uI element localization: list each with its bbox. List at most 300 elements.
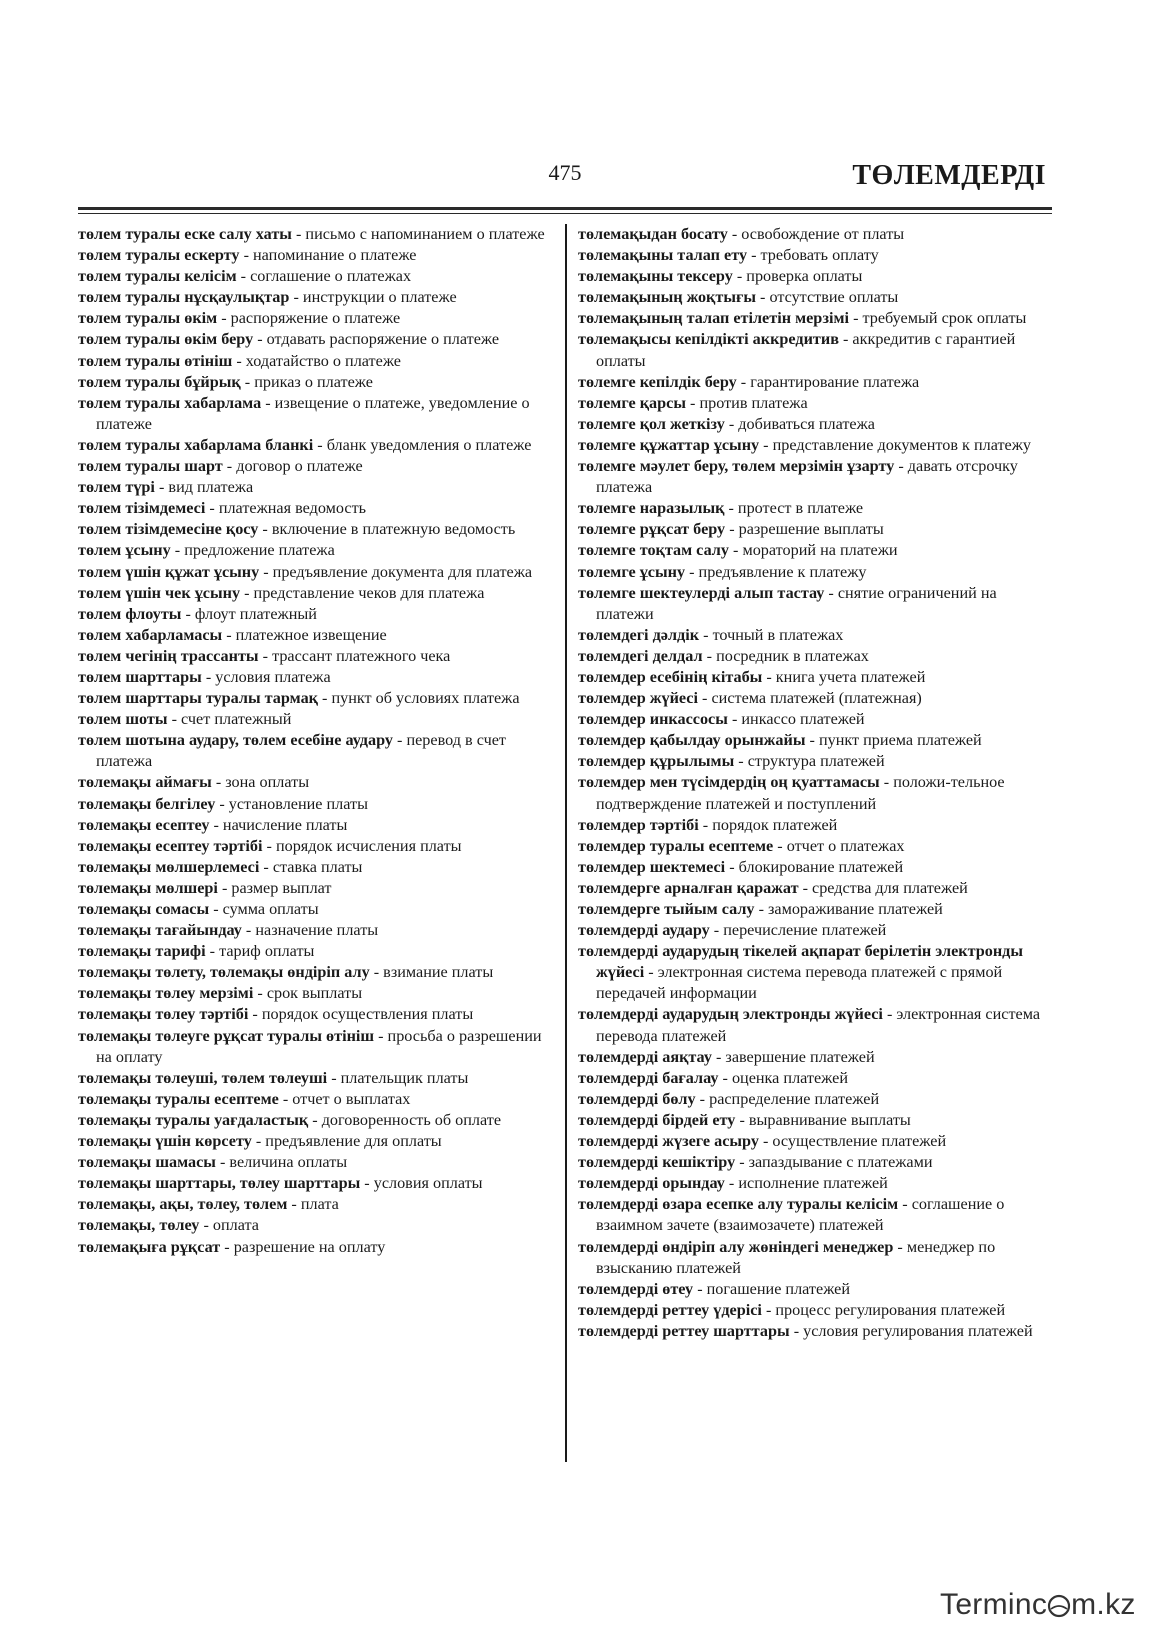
entry-separator: -: [289, 288, 303, 307]
entry-separator: -: [699, 625, 713, 644]
entry-term: төлемдер туралы есептеме: [578, 836, 774, 855]
entry-separator: -: [369, 963, 384, 982]
entry-term: төлем шотына аудару, төлем есебіне аудару: [78, 731, 393, 750]
entry-separator: -: [798, 878, 813, 897]
column-divider: [565, 224, 567, 1462]
dictionary-entry: [578, 498, 1052, 519]
entry-term: төлемдерді жүзеге асыру: [578, 1132, 759, 1151]
entry-translation: начисление платы: [222, 815, 348, 834]
dictionary-entry: [78, 351, 548, 372]
entry-translation: предъявление документа для платежа: [272, 562, 533, 581]
dictionary-entry: [78, 540, 548, 561]
right-column: [578, 224, 1052, 1342]
entry-translation: погашение платежей: [706, 1279, 851, 1298]
entry-term: төлемақы есептеу: [78, 815, 210, 834]
entry-translation: приказ о платеже: [254, 372, 373, 391]
entry-translation: перечисление платежей: [723, 921, 887, 940]
entry-translation: отдавать распоряжение о платеже: [266, 330, 500, 349]
dictionary-entry: [78, 1026, 548, 1068]
entry-term: төлемдер тәртібі: [578, 815, 699, 834]
entry-translation: плата: [300, 1195, 339, 1214]
dictionary-entry: [78, 1237, 548, 1258]
entry-term: төлем туралы келісім: [78, 267, 237, 286]
entry-term: төлемге қарсы: [578, 393, 686, 412]
entry-translation: инкассо платежей: [741, 710, 865, 729]
dictionary-entry: [578, 456, 1052, 498]
entry-separator: -: [879, 773, 894, 792]
entry-term: төлемақы белгілеу: [78, 794, 216, 813]
dictionary-entry: [78, 583, 548, 604]
entry-translation: взимание платы: [383, 963, 494, 982]
entry-separator: -: [735, 1153, 749, 1172]
entry-term: төлемақы сомасы: [78, 900, 210, 918]
entry-translation: отчет о выплатах: [292, 1089, 411, 1108]
dictionary-entry: [578, 857, 1052, 878]
dictionary-entry: [78, 308, 548, 329]
entry-separator: -: [217, 878, 232, 897]
entry-translation: извещение о платеже, уведомление о платеже: [96, 393, 530, 433]
dictionary-entry: [78, 899, 548, 920]
dictionary-entry: [78, 519, 548, 540]
entry-translation: требуемый срок оплаты: [862, 309, 1027, 328]
entry-separator: -: [222, 625, 236, 644]
entry-term: төлемақы туралы есептеме: [78, 1089, 279, 1108]
entry-term: төлемақыны талап ету: [578, 246, 748, 265]
dictionary-entry: [578, 562, 1052, 583]
entry-separator: -: [239, 246, 254, 265]
dictionary-entry: [78, 435, 548, 456]
entry-translation: установление платы: [228, 794, 368, 813]
entry-separator: -: [894, 457, 908, 476]
entry-translation: представление документов к платежу: [772, 435, 1031, 454]
entry-translation: напоминание о платеже: [253, 246, 417, 265]
dictionary-entry: [78, 709, 548, 730]
entry-term: төлем чегінің трассанты: [78, 646, 259, 665]
entry-term: төлем флоуты: [78, 604, 182, 623]
entry-term: төлемақы төлеуге рұқсат туралы өтініш: [78, 1026, 375, 1045]
entry-separator: -: [727, 710, 742, 729]
entry-translation: порядок исчисления платы: [275, 836, 462, 855]
entry-separator: -: [327, 1068, 341, 1087]
entry-term: төлемдерді өндіріп алу жөніндегі менеджер: [578, 1237, 894, 1256]
entry-translation: средства для платежей: [812, 878, 968, 897]
entry-translation: просьба о разрешении на оплату: [96, 1026, 542, 1066]
entry-separator: -: [711, 1047, 726, 1066]
entry-separator: -: [258, 520, 272, 539]
entry-separator: -: [736, 372, 751, 391]
entry-term: төлемақы, ақы, төлеу, төлем: [78, 1195, 288, 1214]
entry-separator: -: [232, 351, 246, 370]
entry-translation: флоут платежный: [194, 604, 317, 623]
dictionary-entry: [78, 1173, 548, 1194]
entry-translation: бланк уведомления о платеже: [326, 435, 532, 454]
dictionary-entry: [578, 245, 1052, 266]
entry-translation: трассант платежного чека: [272, 646, 451, 665]
dictionary-entry: [78, 1089, 548, 1110]
entry-term: төлемдерді орындау: [578, 1174, 725, 1193]
entry-translation: процесс регулирования платежей: [775, 1300, 1006, 1319]
entry-term: төлем туралы хабарлама бланкі: [78, 435, 314, 454]
entry-term: төлемдерді аудару: [578, 921, 710, 940]
entry-term: төлем шарттары туралы тармақ: [78, 689, 318, 708]
entry-translation: условия оплаты: [373, 1174, 483, 1193]
entry-translation: книга учета платежей: [775, 667, 926, 686]
entry-translation: электронная система перевода платежей: [596, 1005, 1041, 1045]
entry-term: төлем туралы нұсқаулықтар: [78, 288, 290, 307]
entry-separator: -: [248, 1005, 262, 1024]
entry-separator: -: [747, 246, 761, 265]
entry-term: төлем туралы еске салу хаты: [78, 225, 292, 243]
dictionary-entry: [578, 878, 1052, 899]
dictionary-entry: [78, 1194, 548, 1215]
entry-translation: величина оплаты: [229, 1153, 348, 1172]
entry-term: төлемдер қабылдау орынжайы: [578, 731, 806, 750]
dictionary-entry: [78, 287, 548, 308]
dictionary-entry: [578, 1047, 1052, 1068]
entry-translation: завершение платежей: [725, 1047, 875, 1066]
dictionary-entry: [578, 287, 1052, 308]
entry-term: төлемге тоқтам салу: [578, 541, 729, 560]
entry-translation: оценка платежей: [731, 1068, 848, 1087]
entry-term: төлемақы аймағы: [78, 773, 212, 792]
entry-term: төлемдер инкассосы: [578, 710, 728, 729]
dictionary-entry: [578, 709, 1052, 730]
entry-separator: -: [838, 330, 853, 349]
dictionary-entry: [78, 857, 548, 878]
dictionary-entry: [78, 562, 548, 583]
entry-term: төлем туралы шарт: [78, 457, 223, 476]
watermark-logo: [940, 1588, 1136, 1628]
entry-translation: зона оплаты: [225, 773, 310, 792]
entry-separator: -: [882, 1005, 897, 1024]
entry-separator: -: [222, 457, 237, 476]
entry-separator: -: [259, 857, 273, 876]
entry-term: төлемдерге тыйым салу: [578, 900, 755, 918]
entry-separator: -: [735, 1110, 749, 1129]
entry-separator: -: [702, 646, 717, 665]
dictionary-entry: [578, 1321, 1052, 1342]
dictionary-entry: [78, 266, 548, 287]
dictionary-entry: [578, 646, 1052, 667]
entry-term: төлем тізімдемесіне қосу: [78, 520, 259, 539]
entry-term: төлемақы, төлеу: [78, 1216, 200, 1235]
entry-translation: блокирование платежей: [738, 857, 904, 876]
entry-translation: счет платежный: [181, 710, 292, 729]
entry-translation: разрешение выплаты: [738, 520, 884, 539]
entry-translation: осуществление платежей: [772, 1132, 947, 1151]
entry-translation: отчет о платежах: [786, 836, 905, 855]
entry-separator: -: [773, 836, 787, 855]
entry-separator: -: [253, 984, 267, 1003]
entry-separator: -: [725, 520, 739, 539]
dictionary-entry: [78, 498, 548, 519]
entry-term: төлемдерді реттеу үдерісі: [578, 1300, 762, 1319]
entry-term: төлемдерді аяқтау: [578, 1047, 712, 1066]
entry-translation: распоряжение о платеже: [230, 309, 401, 328]
entry-separator: -: [291, 225, 306, 243]
entry-separator: -: [727, 225, 742, 243]
entry-separator: -: [258, 646, 273, 665]
entry-translation: платежная ведомость: [218, 499, 367, 518]
dictionary-entry: [78, 878, 548, 899]
entry-separator: -: [253, 330, 267, 349]
dictionary-entry: [578, 899, 1052, 920]
dictionary-entry: [578, 772, 1052, 814]
entry-term: төлем үшін чек ұсыну: [78, 583, 241, 602]
entry-separator: -: [849, 309, 863, 328]
dictionary-entry: [578, 1152, 1052, 1173]
entry-term: төлем туралы бұйрық: [78, 372, 241, 391]
dictionary-entry: [78, 1152, 548, 1173]
entry-term: төлемдегі делдал: [578, 646, 703, 665]
entry-term: төлемдерді кешіктіру: [578, 1153, 736, 1172]
entry-term: төлемақы төлеу тәртібі: [78, 1005, 249, 1024]
entry-term: төлемдер шектемесі: [578, 857, 726, 876]
dictionary-entry: [578, 625, 1052, 646]
entry-translation: условия платежа: [215, 667, 331, 686]
entry-separator: -: [209, 815, 223, 834]
entry-term: төлем тізімдемесі: [78, 499, 206, 518]
entry-separator: -: [217, 309, 231, 328]
entry-term: төлем туралы өкім беру: [78, 330, 254, 349]
entry-term: төлемдерді бөлу: [578, 1089, 696, 1108]
entry-term: төлемақы үшін көрсету: [78, 1132, 252, 1151]
entry-term: төлемақы төлеу мерзімі: [78, 984, 254, 1003]
entry-translation: назначение платы: [255, 921, 379, 940]
entry-term: төлем ұсыну: [78, 541, 171, 560]
entry-separator: -: [278, 1089, 293, 1108]
entry-translation: замораживание платежей: [768, 900, 943, 918]
entry-term: төлемге шектеулерді алып тастау: [578, 583, 825, 602]
entry-term: төлемақысы кепілдікті аккредитив: [578, 330, 839, 349]
entry-term: төлемге мәулет беру, төлем мерзімін ұзарту: [578, 457, 895, 476]
dictionary-entry: [78, 456, 548, 477]
entry-translation: договор о платеже: [236, 457, 363, 476]
entry-translation: отсутствие оплаты: [769, 288, 899, 307]
entry-separator: -: [261, 393, 275, 412]
entry-translation: протест в платеже: [737, 499, 864, 518]
entry-separator: -: [789, 1321, 804, 1340]
entry-term: төлемақы төлеуші, төлем төлеуші: [78, 1068, 328, 1087]
dictionary-entry: [78, 836, 548, 857]
entry-separator: -: [251, 1132, 266, 1151]
entry-separator: -: [718, 1068, 732, 1087]
entry-translation: давать отсрочку платежа: [596, 457, 1018, 497]
entry-separator: -: [181, 604, 195, 623]
entry-term: төлем туралы өтініш: [78, 351, 233, 370]
entry-term: төлемдерді реттеу шарттары: [578, 1321, 790, 1340]
dictionary-entry: [578, 1110, 1052, 1131]
entry-translation: выравнивание выплаты: [748, 1110, 911, 1129]
dictionary-entry: [578, 1300, 1052, 1321]
entry-separator: -: [215, 794, 229, 813]
entry-term: төлемақының талап етілетін мерзімі: [578, 309, 850, 328]
entry-term: төлем туралы хабарлама: [78, 393, 262, 412]
dictionary-entry: [578, 519, 1052, 540]
entry-separator: -: [313, 435, 327, 454]
entry-term: төлемдер құрылымы: [578, 752, 735, 771]
dictionary-entry: [78, 245, 548, 266]
entry-separator: -: [240, 583, 254, 602]
entry-translation: ставка платы: [272, 857, 363, 876]
entry-term: төлемдер жүйесі: [578, 689, 698, 708]
entry-separator: -: [725, 857, 739, 876]
entry-separator: -: [205, 942, 220, 961]
entry-term: төлемдер мен түсімдердің оң қуаттамасы: [578, 773, 880, 792]
dictionary-entry: [578, 730, 1052, 751]
entry-term: төлемақыдан босату: [578, 225, 728, 243]
dictionary-entry: [578, 1131, 1052, 1152]
entry-translation: менеджер по взысканию платежей: [596, 1237, 996, 1277]
entry-separator: -: [167, 710, 182, 729]
entry-term: төлемдерді аударудың тікелей ақпарат берілетін электронды жүйесі: [578, 942, 1023, 982]
entry-term: төлем хабарламасы: [78, 625, 223, 644]
entry-term: төлемдерге арналған қаражат: [578, 878, 799, 897]
entry-separator: -: [215, 1153, 230, 1172]
entry-separator: -: [199, 1216, 213, 1235]
entry-separator: -: [308, 1110, 322, 1129]
entry-separator: -: [754, 900, 768, 918]
entry-translation: предложение платежа: [184, 541, 335, 560]
entry-translation: снятие ограничений на платежи: [596, 583, 997, 623]
entry-separator: -: [824, 583, 838, 602]
entry-separator: -: [360, 1174, 374, 1193]
dictionary-entry: [78, 1215, 548, 1236]
entry-translation: порядок платежей: [712, 815, 838, 834]
dictionary-entry: [578, 308, 1052, 329]
dictionary-entry: [78, 393, 548, 435]
entry-translation: гарантирование платежа: [750, 372, 920, 391]
entry-translation: аккредитив с гарантией оплаты: [596, 330, 1016, 370]
dictionary-entry: [578, 435, 1052, 456]
dictionary-entry: [578, 1237, 1052, 1279]
entry-translation: пункт приема платежей: [818, 731, 982, 750]
dictionary-entry: [578, 1068, 1052, 1089]
entry-term: төлемақы шарттары, төлеу шарттары: [78, 1174, 361, 1193]
entry-term: төлемге құжаттар ұсыну: [578, 435, 760, 454]
entry-separator: -: [759, 435, 773, 454]
entry-translation: посредник в платежах: [716, 646, 869, 665]
entry-separator: -: [392, 731, 407, 750]
entry-term: төлем туралы өкім: [78, 309, 218, 328]
entry-separator: -: [698, 815, 713, 834]
entry-term: төлемдерді аударудың электронды жүйесі: [578, 1005, 883, 1024]
entry-separator: -: [693, 1279, 707, 1298]
entry-separator: -: [201, 667, 216, 686]
entry-translation: тариф оплаты: [219, 942, 315, 961]
running-head: ТӨЛЕМДЕРДІ: [852, 160, 1046, 191]
globe-icon: [1047, 1594, 1071, 1618]
entry-separator: -: [755, 288, 770, 307]
entry-translation: добиваться платежа: [738, 414, 875, 433]
entry-translation: вид платежа: [168, 478, 254, 497]
entry-term: төлемге кепілдік беру: [578, 372, 737, 391]
entry-separator: -: [724, 414, 739, 433]
dictionary-entry: [578, 751, 1052, 772]
entry-separator: -: [734, 752, 748, 771]
entry-separator: -: [805, 731, 819, 750]
entry-translation: исполнение платежей: [738, 1174, 888, 1193]
dictionary-entry: [78, 815, 548, 836]
entry-separator: -: [898, 1195, 912, 1214]
entry-term: төлемақы төлету, төлемақы өндіріп алу: [78, 963, 370, 982]
entry-term: төлемақының жоқтығы: [578, 288, 756, 307]
entry-term: төлемдерді өзара есепке алу туралы келісім: [578, 1195, 899, 1214]
entry-term: төлемақы туралы уағдаластық: [78, 1110, 309, 1129]
entry-translation: предъявление для оплаты: [265, 1132, 442, 1151]
entry-term: төлемақы шамасы: [78, 1153, 216, 1172]
dictionary-entry: [78, 1110, 548, 1131]
entry-translation: мораторий на платежи: [742, 541, 898, 560]
entry-term: төлемге наразылық: [578, 499, 725, 518]
dictionary-entry: [78, 920, 548, 941]
dictionary-entry: [578, 329, 1052, 371]
dictionary-entry: [78, 625, 548, 646]
dictionary-entry: [78, 477, 548, 498]
entry-separator: -: [685, 562, 699, 581]
entry-translation: перевод в счет платежа: [96, 731, 506, 771]
entry-translation: ходатайство о платеже: [245, 351, 401, 370]
entry-separator: -: [724, 499, 738, 518]
entry-translation: освобождение от платы: [741, 225, 905, 243]
entry-translation: соглашение о платежах: [250, 267, 412, 286]
entry-translation: срок выплаты: [266, 984, 363, 1003]
watermark-letter-t: T: [940, 1588, 956, 1621]
dictionary-entry: [578, 1279, 1052, 1300]
entry-term: төлемдегі дәлдік: [578, 625, 700, 644]
entry-translation: письмо с напоминанием о платеже: [305, 225, 545, 243]
entry-term: төлемақы есептеу тәртібі: [78, 836, 263, 855]
entry-translation: требовать оплату: [760, 246, 879, 265]
dictionary-entry: [78, 224, 548, 245]
entry-translation: плательщик платы: [340, 1068, 469, 1087]
entry-translation: проверка оплаты: [746, 267, 863, 286]
dictionary-entry: [78, 646, 548, 667]
entry-separator: -: [259, 562, 273, 581]
entry-term: төлемақы тарифі: [78, 942, 206, 961]
dictionary-entry: [78, 1068, 548, 1089]
dictionary-entry: [578, 836, 1052, 857]
entry-translation: порядок осуществления платы: [261, 1005, 474, 1024]
entry-term: төлемге қол жеткізу: [578, 414, 725, 433]
dictionary-entry: [78, 794, 548, 815]
entry-term: төлемдерді өтеу: [578, 1279, 694, 1298]
header-rule-thin: [78, 213, 1052, 214]
entry-separator: -: [236, 267, 251, 286]
entry-translation: пункт об условиях платежа: [331, 689, 520, 708]
dictionary-entry: [78, 604, 548, 625]
entry-translation: оплата: [212, 1216, 259, 1235]
entry-separator: -: [374, 1026, 388, 1045]
entry-term: төлем үшін құжат ұсыну: [78, 562, 260, 581]
dictionary-entry: [578, 815, 1052, 836]
entry-term: төлемдерді бағалау: [578, 1068, 719, 1087]
entry-translation: предъявление к платежу: [698, 562, 867, 581]
entry-term: төлемге рұқсат беру: [578, 520, 726, 539]
entry-separator: -: [697, 689, 712, 708]
entry-translation: включение в платежную ведомость: [271, 520, 516, 539]
entry-separator: -: [728, 541, 743, 560]
entry-term: төлемақыны тексеру: [578, 267, 733, 286]
entry-separator: -: [644, 963, 658, 982]
entry-separator: -: [241, 921, 256, 940]
dictionary-entry: [578, 393, 1052, 414]
entry-term: төлемақы мөлшері: [78, 878, 218, 897]
entry-separator: -: [154, 478, 169, 497]
entry-term: төлемақы мөлшерлемесі: [78, 857, 260, 876]
dictionary-entry: [78, 667, 548, 688]
dictionary-entry: [78, 962, 548, 983]
